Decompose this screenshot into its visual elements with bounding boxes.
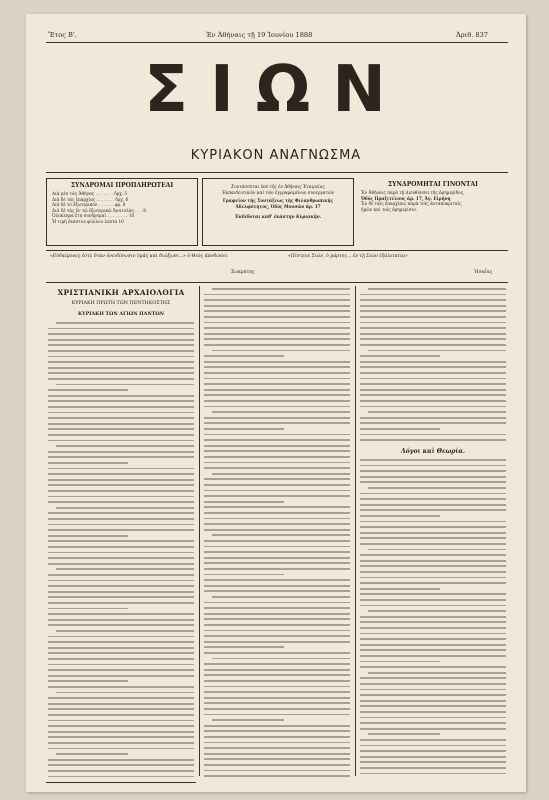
header-rule	[46, 42, 508, 43]
text-line	[48, 350, 194, 352]
text-line	[204, 557, 350, 559]
text-line	[204, 635, 350, 637]
text-line	[204, 540, 350, 542]
subscription-line: Ὁλόκληρα ἔτη συνδρομαὶ . . . . . . . . 10	[52, 213, 135, 219]
text-line	[48, 686, 194, 688]
text-line	[360, 750, 506, 752]
text-line	[360, 310, 506, 312]
text-line	[48, 428, 194, 430]
epigraph-rule	[46, 282, 508, 283]
text-line	[48, 468, 194, 470]
text-line	[48, 456, 194, 458]
text-line	[204, 680, 350, 682]
text-line	[204, 702, 350, 704]
text-line	[48, 580, 194, 582]
text-line	[56, 568, 194, 570]
text-line	[48, 708, 194, 710]
text-line	[360, 661, 440, 663]
text-line	[204, 574, 284, 576]
text-line	[48, 736, 194, 738]
column-rule	[355, 286, 356, 776]
text-line	[204, 730, 350, 732]
text-line	[360, 406, 506, 408]
text-line	[48, 591, 194, 593]
text-line	[48, 378, 194, 380]
text-line	[48, 406, 194, 408]
text-line	[360, 394, 506, 396]
text-line	[56, 630, 194, 632]
text-line	[360, 498, 506, 500]
text-line	[48, 742, 194, 744]
text-line	[368, 350, 506, 352]
subscriptions-box	[46, 178, 198, 246]
text-line	[204, 602, 350, 604]
subscription-line: Ἡ τιμὴ ἑκάστου φύλλου λεπτὰ 10	[52, 218, 124, 224]
text-line	[204, 366, 350, 368]
dateline: Ἐν Ἀθήναις τῇ 19 Ἰουνίου 1888	[206, 31, 313, 39]
text-line	[204, 585, 350, 587]
text-line	[48, 658, 194, 660]
text-line	[368, 487, 506, 489]
text-line	[204, 450, 350, 452]
text-line	[360, 465, 506, 467]
text-line	[204, 445, 350, 447]
text-line	[360, 389, 506, 391]
text-line	[204, 523, 350, 525]
text-line	[360, 593, 506, 595]
contact-line: Ὁδὸς Πραξιτέλους ἀρ. 17, Ἀγ. Εἰρήνη	[361, 195, 451, 201]
text-line	[212, 658, 350, 660]
text-line	[360, 504, 506, 506]
masthead-subtitle: ΚΥΡΙΑΚΟΝ ΑΝΑΓΝΩΣΜΑ	[190, 148, 362, 163]
text-line	[48, 535, 128, 537]
text-line	[204, 490, 350, 492]
text-line	[56, 445, 194, 447]
text-line	[48, 496, 194, 498]
text-line	[48, 518, 194, 520]
text-line	[360, 683, 506, 685]
text-line	[204, 775, 350, 777]
text-line	[204, 714, 350, 716]
text-line	[48, 328, 194, 330]
text-line	[212, 350, 350, 352]
article-subtitle-left-2: ΚΥΡΙΑΚΗ ΤΩΝ ΑΓΙΩΝ ΠΑΝΤΩΝ	[78, 311, 164, 317]
text-line	[48, 540, 194, 542]
text-line	[204, 691, 350, 693]
motto-line: Γραφεῖον τῆς Συντάξεως τῆς Φιλανθρωπικῆς	[222, 198, 334, 204]
text-line	[204, 674, 350, 676]
subscriptions-list	[47, 189, 197, 227]
text-line	[204, 770, 350, 772]
text-line	[204, 294, 350, 296]
text-line	[48, 557, 194, 559]
text-line	[204, 518, 350, 520]
text-line	[360, 422, 506, 424]
text-line	[360, 649, 506, 651]
text-line	[360, 305, 506, 307]
text-line	[360, 694, 506, 696]
text-line	[368, 288, 506, 290]
text-line	[48, 563, 194, 565]
text-line	[360, 470, 506, 472]
text-line	[360, 532, 506, 534]
text-line	[212, 473, 350, 475]
text-line	[48, 720, 194, 722]
text-line	[204, 400, 350, 402]
text-line	[360, 571, 506, 573]
text-line	[204, 456, 350, 458]
text-line	[360, 417, 506, 419]
text-line	[360, 515, 440, 517]
text-line	[360, 761, 506, 763]
text-line	[204, 428, 284, 430]
text-line	[48, 759, 194, 761]
text-line	[204, 462, 350, 464]
text-line	[204, 501, 284, 503]
text-line	[48, 372, 194, 374]
text-line	[48, 389, 128, 391]
text-line	[48, 361, 194, 363]
motto-line: Ἀδελφότητος, Ὁδὸς Μουσῶν ἀρ. 17	[235, 203, 321, 209]
contact-box	[358, 178, 508, 244]
motto-note: Ἐκδίδοται καθ' ἑκάστην Κυριακήν.	[234, 214, 322, 220]
text-line	[360, 588, 440, 590]
issue-year: Ἔτος Β'.	[48, 31, 77, 39]
text-line	[48, 697, 194, 699]
text-line	[360, 521, 506, 523]
text-line	[48, 423, 194, 425]
text-line	[204, 495, 350, 497]
text-line	[204, 641, 350, 643]
masthead-title: ΣΙΩΝ	[144, 53, 408, 127]
text-line	[204, 378, 350, 380]
text-line	[360, 333, 506, 335]
text-line	[204, 607, 350, 609]
text-line	[204, 618, 350, 620]
text-line	[360, 476, 506, 478]
text-line	[48, 490, 194, 492]
text-line	[48, 434, 194, 436]
epigraph-right-author: Ἠσαΐας	[474, 270, 493, 275]
text-line	[204, 333, 350, 335]
text-line	[360, 728, 506, 730]
text-line	[212, 534, 350, 536]
text-line	[204, 590, 350, 592]
text-line	[56, 753, 128, 755]
text-line	[360, 378, 506, 380]
text-line	[204, 389, 350, 391]
text-line	[360, 372, 506, 374]
text-line	[48, 669, 194, 671]
text-line	[360, 621, 506, 623]
text-line	[360, 616, 506, 618]
text-line	[368, 733, 440, 735]
text-line	[360, 756, 506, 758]
masthead-rule	[46, 172, 508, 173]
text-line	[360, 439, 506, 441]
text-line	[48, 344, 194, 346]
text-line	[204, 630, 350, 632]
text-line	[204, 568, 350, 570]
text-line	[360, 509, 506, 511]
text-line	[204, 422, 350, 424]
text-line	[48, 417, 194, 419]
text-line	[56, 507, 194, 509]
text-line	[48, 574, 194, 576]
epigraph-left: «Εὐδαίμονες ἐστε ὅταν ὀνειδίσωσιν ὑμᾶς καὶ διώξωσι...» ὁ Θεὸς ἀποδώσει	[50, 254, 228, 259]
subscriptions-title: ΣΥΝΔΡΟΜΑΙ ΠΡΟΠΛΗΡΩΤΕΑΙ	[70, 182, 174, 189]
text-line	[360, 383, 506, 385]
text-line	[48, 748, 194, 750]
text-line	[360, 582, 506, 584]
text-line	[204, 624, 350, 626]
text-line	[204, 417, 350, 419]
text-line	[48, 356, 194, 358]
text-line	[204, 361, 350, 363]
text-line	[360, 366, 506, 368]
motto-line: Ἐκπαιδευτικῶν καὶ τῶν ἐγγραφομένων συνεργατῶν	[221, 189, 335, 195]
text-line	[48, 613, 194, 615]
text-line	[48, 647, 194, 649]
text-line	[360, 554, 506, 556]
text-line	[360, 644, 506, 646]
text-line	[204, 736, 350, 738]
motto-line: Συντάσσεται ὑπὸ τῆς ἐν Ἀθήναις Ἑταιρείας	[231, 184, 325, 189]
text-line	[360, 434, 506, 436]
text-line	[204, 394, 350, 396]
text-line	[48, 524, 194, 526]
text-line	[204, 669, 350, 671]
text-line	[204, 372, 350, 374]
text-line	[360, 689, 506, 691]
text-line	[48, 546, 194, 548]
text-line	[56, 384, 194, 386]
motto-box	[202, 178, 354, 246]
column-rule	[199, 286, 200, 776]
text-line	[360, 481, 506, 483]
text-line	[212, 288, 350, 290]
text-line	[48, 339, 194, 341]
text-line	[48, 725, 194, 727]
text-line	[48, 641, 194, 643]
text-line	[204, 305, 350, 307]
text-line	[48, 602, 194, 604]
text-line	[360, 633, 506, 635]
footnote-rule	[46, 782, 196, 783]
issue-number: Ἀριθ. 837	[456, 31, 488, 39]
text-line	[204, 758, 350, 760]
text-line	[360, 344, 506, 346]
newspaper-page	[26, 14, 526, 792]
text-line	[204, 742, 350, 744]
contact-line: Ἐν δὲ ταῖς ἐπαρχίαις παρὰ τοῖς ἀνταποκριταῖς	[361, 201, 462, 207]
text-line	[204, 747, 350, 749]
text-line	[204, 646, 284, 648]
text-line	[48, 367, 194, 369]
text-line	[56, 692, 194, 694]
text-line	[204, 613, 350, 615]
text-line	[360, 294, 506, 296]
text-line	[56, 322, 194, 324]
text-line	[360, 327, 506, 329]
text-line	[360, 767, 506, 769]
text-line	[204, 663, 350, 665]
text-line	[48, 624, 194, 626]
text-line	[204, 310, 350, 312]
text-line	[48, 770, 194, 772]
text-line	[204, 697, 350, 699]
text-line	[360, 677, 506, 679]
text-line	[360, 605, 506, 607]
text-line	[360, 700, 506, 702]
text-line	[204, 546, 350, 548]
text-line	[48, 473, 194, 475]
text-line	[360, 638, 506, 640]
text-line	[48, 636, 194, 638]
text-line	[360, 543, 506, 545]
text-line	[204, 439, 350, 441]
text-line	[204, 478, 350, 480]
text-line	[204, 764, 350, 766]
text-line	[204, 579, 350, 581]
text-line	[48, 664, 194, 666]
text-line	[360, 717, 506, 719]
text-line	[48, 412, 194, 414]
text-line	[360, 705, 506, 707]
text-line	[204, 316, 350, 318]
text-line	[204, 338, 350, 340]
text-line	[48, 608, 128, 610]
text-line	[48, 585, 194, 587]
text-line	[48, 764, 194, 766]
text-line	[204, 467, 350, 469]
text-line	[48, 501, 194, 503]
text-line	[204, 551, 350, 553]
text-line	[212, 719, 284, 721]
text-line	[204, 434, 350, 436]
contact-list	[358, 188, 508, 214]
text-line	[48, 652, 194, 654]
text-line	[360, 537, 506, 539]
text-line	[360, 745, 506, 747]
text-line	[204, 383, 350, 385]
text-line	[368, 549, 506, 551]
text-line	[204, 512, 350, 514]
text-line	[368, 672, 506, 674]
subscription-line: Διὰ δὲ τὰς ἐπαρχίας . . . . . . . δρχ. 6	[52, 196, 129, 202]
text-line	[204, 708, 350, 710]
contact-line: Ἐν Ἀθήναις παρὰ τῇ Διευθύνσει τῆς ἐφημερίδος,	[361, 190, 465, 195]
text-line	[204, 725, 350, 727]
text-line	[360, 338, 506, 340]
text-line	[48, 395, 194, 397]
text-line	[204, 344, 350, 346]
text-line	[48, 776, 194, 778]
text-line	[360, 577, 506, 579]
text-line	[204, 484, 350, 486]
text-line	[360, 666, 506, 668]
contact-line: ἡμῶν καὶ τοῖς ἐφημερίσιν.	[361, 206, 418, 212]
text-line	[48, 529, 194, 531]
text-line	[48, 714, 194, 716]
text-line	[48, 400, 194, 402]
text-line	[204, 652, 350, 654]
text-line	[48, 512, 194, 514]
text-line	[360, 655, 506, 657]
text-line	[48, 451, 194, 453]
epigraph-right: «Πίστευε Σιών, ὁ μάρτυς... ἐν τῇ Σιὼν ἐξάλειπται»	[288, 254, 408, 259]
text-line	[48, 703, 194, 705]
text-line	[48, 596, 194, 598]
text-line	[48, 440, 194, 442]
text-line	[48, 619, 194, 621]
text-line	[360, 428, 440, 430]
text-line	[204, 322, 350, 324]
text-line	[360, 773, 506, 775]
text-line	[360, 322, 506, 324]
text-line	[48, 675, 194, 677]
text-line	[212, 596, 350, 598]
text-line	[204, 299, 350, 301]
text-line	[48, 462, 128, 464]
text-line	[212, 411, 350, 413]
article-heading-right: Λόγοι καὶ Θεωρία.	[401, 448, 465, 455]
text-line	[48, 333, 194, 335]
text-line	[360, 722, 506, 724]
text-line	[204, 506, 350, 508]
subscription-line: Διὰ δὲ τὸ ἐξωτερικὸν . . . . . . φρ. 8	[52, 202, 126, 208]
text-line	[48, 731, 194, 733]
text-line	[360, 627, 506, 629]
text-line	[360, 526, 506, 528]
text-line	[204, 529, 350, 531]
text-line	[204, 327, 350, 329]
text-line	[360, 361, 506, 363]
text-line	[360, 493, 506, 495]
text-line	[360, 355, 440, 357]
text-line	[360, 739, 506, 741]
text-line	[360, 299, 506, 301]
text-line	[368, 411, 506, 413]
text-line	[48, 479, 194, 481]
text-line	[204, 355, 284, 357]
text-line	[204, 406, 350, 408]
text-line	[360, 459, 506, 461]
text-line	[360, 560, 506, 562]
text-line	[360, 711, 506, 713]
text-line	[360, 565, 506, 567]
text-line	[48, 552, 194, 554]
text-line	[360, 599, 506, 601]
article-subtitle-left: ΚΥΡΙΑΚΗ ΠΡΩΤΗ ΤΩΝ ΠΕΝΤΗΚΟΣΤΗΣ	[71, 301, 171, 306]
text-line	[204, 686, 350, 688]
subscription-line: Διὰ δὲ τὰς ἐν τῷ ἐξωτερικῷ Ἀνατολὰς . . . 8	[52, 207, 146, 213]
subscription-line: Διὰ μὲν τὰς Ἀθήνας . . . . . . . δρχ. 5	[52, 191, 128, 196]
text-line	[360, 400, 506, 402]
text-line	[360, 316, 506, 318]
text-line	[48, 484, 194, 486]
text-line	[48, 680, 128, 682]
contact-title: ΣΥΝΔΡΟΜΗΤΑΙ ΓΙΝΟΝΤΑΙ	[388, 181, 478, 188]
article-title-left: ΧΡΙΣΤΙΑΝΙΚΗ ΑΡΧΑΙΟΛΟΓΙΑ	[57, 288, 185, 297]
text-line	[204, 753, 350, 755]
text-line	[368, 610, 506, 612]
text-line	[204, 562, 350, 564]
epigraph-left-author: Σωκράτης	[231, 270, 255, 275]
info-rule	[46, 250, 508, 251]
